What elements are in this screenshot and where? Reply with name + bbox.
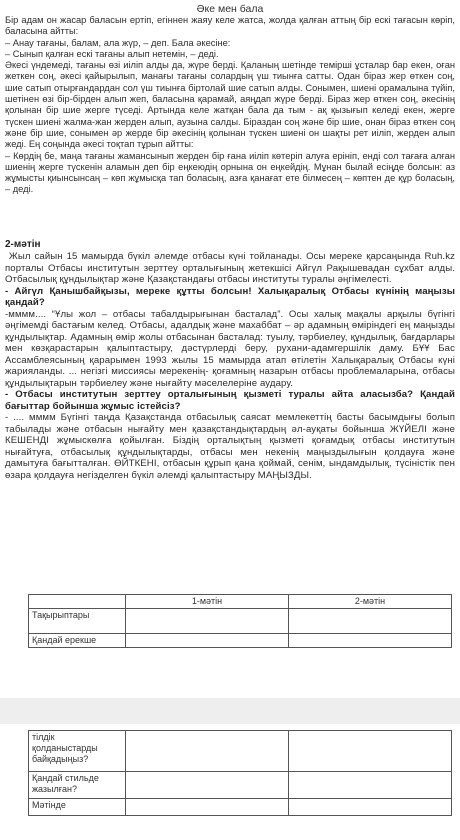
table-cell[interactable] [126,609,289,634]
comparison-table-continued [28,730,452,816]
table-corner-cell [29,595,126,609]
story-paragraph: – Сынып қалған ескі тағаны алып нетемін, – деді. [5,48,219,59]
page-separator [0,698,460,724]
row-label-topics: Тақырыптары [29,609,126,634]
table-row [29,731,452,772]
table-cell[interactable] [289,731,452,772]
answer-1: -мммм.... “Ұлы жол – отбасы табалдырығынан басталад”. Осы халық мақалы арқылы бүгінгі әңгімемді бастағым келед. Отбасы, адалдық және махаббат – әр адамның өміріндегі ең маңызды құндылықтар. Адамның өмір жолы отбасынан басталад: туылу, тәрбиелеу, құндылық, бағдарлары мен көзқарастарын қалыптастыру, дәстүрлерді беру, рухани-адамгершілік даму. БҰҰ Бас Ассамблеясының қарарымен 1993 жылы 15 мамырда атап өтілетін Халықаралық Отбасы күні жарияланды. ... негізгі миссиясы мерекенің- қоғамның назарын отбасы проблемаларына, отбасы құндылықтарын тәрбиелеу және нығайту мәселелеріне аудару. [5,308,455,389]
table-row [29,609,452,634]
story-paragraph: Әкесі үндемеді, тағаны өзі иіліп алды да, жүре берді. Қаланың шетінде темірші ұсталар бар екен, оған жеткен соң, әкесі қайырылып, манағы тағаны солардың үш тиынға сатты. Одан біраз жер өткен соң, шие сатып отырғандардан сол үш тиынға біртолай шие сатып алды. Сонымен, шиені орамалына түйіп, шетінен өзі бір-бірден алып жеп, баласына қарамай, аяңдап жүре берді. Біраз жер өткен соң, әкесінің қолынан бір шие жерге түседі. Артында келе жатқан бала да тым - ақ қызығып келеді екен, жерге түскен шиені жалма-жан жерден алып, аузына салды. Біраздан соң және бір шие, онан біраз өткен соң және бір шие, сонымен әр жерде бір әкесінің қолынан түскен шиені он шақты рет иіліп, жерден алып жеді. Ең соңында әкесі тоқтап тұрып айтты: [5,60,455,150]
table-cell[interactable] [289,634,452,648]
intro-paragraph [5,251,455,286]
column-header-text-1: 1-мәтін [126,595,289,609]
story-paragraph: – Анау тағаны, балам, ала жүр, – деп. Бала әкесіне: [5,37,231,48]
intro-text: Жыл сайын 15 мамырда бүкіл әлемде отбасы күні тойланады. Осы мереке қарсаңында Ruh.kz порталы Отбасы институтын зерттеу орталығының жетекшісі Айгүл Рақышевадан сұхбат алды. Отбасылық құндылықтар және Қазақстандағы отбасы институты туралы әңгімелесті. [5,251,455,285]
table-cell[interactable] [289,799,452,816]
row-label-style: Қандай стильде жазылған? [29,772,126,799]
table-cell[interactable] [126,772,289,799]
story-text [5,15,455,196]
question-1: - Айгүл Қанышбайқызы, мереке құтты болсын! Халықаралық Отбасы күнінің маңызы қандай? [5,285,455,308]
answer-2: - .... мммм Бүгінгі таңда Қазақстанда отбасылық саясат мемлекеттің басты басымдығы болып табылады және отбасын нығайту мен қазақстандықтардың әл-ауқаты бойынша ЖҮЙЕЛІ және КЕШЕНДІ жұмыскөлға қойылған. Біздің орталықтың қызметі қоғамдық отбасы институтын нығайтуға, отбасылық құндылықтарды, отбасы мен некенің маңыздылығын қолдауға және дамытуға бағытталған. ӨЙТКЕНІ, отбасын құрып қана қоймай, сенім, ындамдылық, түсіністік пен өзара қолдауға негізделген бүкіл әлемді қалыптастыру МАҢЫЗДЫ. [5,412,455,481]
story-paragraph: Бір адам он жасар баласын ертіп, егіннен жаяу келе жатса, жолда қалған аттың бір ескі тағасын көріп, баласына айтты: [5,15,455,37]
story-paragraph: – Көрдің бе, маңа тағаны жамансынып жерден бір ғана иіліп көтеріп алуға ерініп, енді сол тағаға алған шиенің жерге түскенін аламын деп бір еңкеюдің орнына он еңкейдің. Мұнан былай есіңде болсын: аз жұмысты қиынсынсаң – көп жұмысқа тап боласың, азға қанағат ете білмесең – көптен де құр боласың, – деді. [5,150,455,195]
row-label-features: Қандай ерекше [29,634,126,648]
section-2-heading: 2-мәтін [5,239,41,250]
page-2 [0,724,460,840]
question-2: - Отбасы институтын зерттеу орталығының қызметі туралы айта аласызба? Қандай бағыттар бойынша жұмыс істейсіз? [5,389,455,412]
story-title: Әке мен бала [196,3,264,15]
table-cell[interactable] [126,634,289,648]
table-cell[interactable] [126,731,289,772]
table-cell[interactable] [289,772,452,799]
row-label-language-usage: тілдік қолданыстарды байқадыңыз? [29,731,126,772]
table-row [29,772,452,799]
table-row [29,634,452,648]
table-cell[interactable] [289,609,452,634]
row-label-in-text: Мәтінде [29,799,126,816]
table-row [29,799,452,816]
table-header-row [29,595,452,609]
comparison-table [28,594,452,648]
table-cell[interactable] [126,799,289,816]
section-2-text [5,251,455,481]
column-header-text-2: 2-мәтін [289,595,452,609]
